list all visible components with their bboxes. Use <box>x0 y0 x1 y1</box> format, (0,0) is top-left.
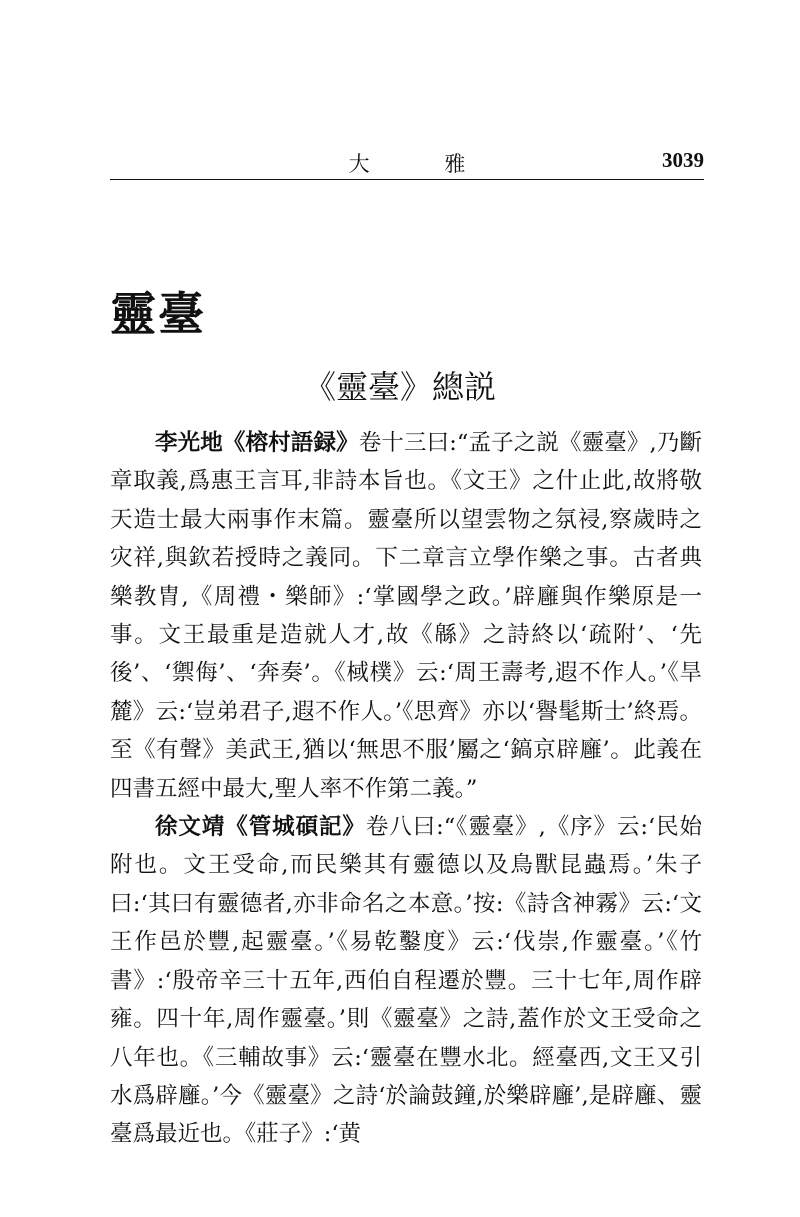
page-number: 3039 <box>662 148 704 172</box>
paragraph-2-text: 卷八曰:“《靈臺》,《序》云:‘民始附也。文王受命,而民樂其有靈德以及鳥獸昆蟲焉。’朱子曰:‘其曰有靈德者,亦非命名之本意。’按:《詩含神霧》云:‘文王作邑於豐,起靈臺。’《易乾鑿度》云:‘伐崇,作靈臺。’《竹書》:‘殷帝辛三十五年,西伯自程遷於豐。三十七年,周作辟雍。四十年,周作靈臺。’則《靈臺》之詩,蓋作於文王受命之八年也。《三輔故事》云:‘靈臺在豐水北。經臺西,文王又引水爲辟廱。’今《靈臺》之詩‘於論鼓鐘,於樂辟廱’,是辟廱、靈臺爲最近也。《莊子》:‘黄 <box>110 814 702 1148</box>
chapter-title: 靈臺 <box>110 287 206 341</box>
paragraph-1 <box>110 424 702 808</box>
paragraph-2-author: 徐文靖《管城碩記》 <box>155 814 366 841</box>
paragraph-2 <box>110 808 702 1154</box>
section-title: 《靈臺》總説 <box>303 368 496 406</box>
page-header <box>110 140 704 180</box>
running-title: 大 雅 <box>348 152 500 176</box>
paragraph-1-author: 李光地《榕村語録》 <box>155 430 359 456</box>
paragraph-1-text: 卷十三曰:“孟子之説《靈臺》,乃斷章取義,爲惠王言耳,非詩本旨也。《文王》之什止此,故將敬天造士最大兩事作末篇。靈臺所以望雲物之氛祲,察歲時之灾祥,與欽若授時之義同。下二章言立學作樂之事。古者典樂教胄,《周禮・樂師》:‘掌國學之政。’辟廱與作樂原是一事。文王最重是造就人才,故《緜》之詩終以‘疏附’、‘先後’、‘禦侮’、‘奔奏’。《棫樸》云:‘周王壽考,遐不作人。’《旱麓》云:‘豈弟君子,遐不作人。’《思齊》亦以‘譽髦斯士’終焉。至《有聲》美武王,猶以‘無思不服’屬之‘鎬京辟廱’。此義在四書五經中最大,聖人率不作第二義。” <box>110 430 702 802</box>
body-text <box>110 424 702 1154</box>
header-rule <box>110 179 704 180</box>
